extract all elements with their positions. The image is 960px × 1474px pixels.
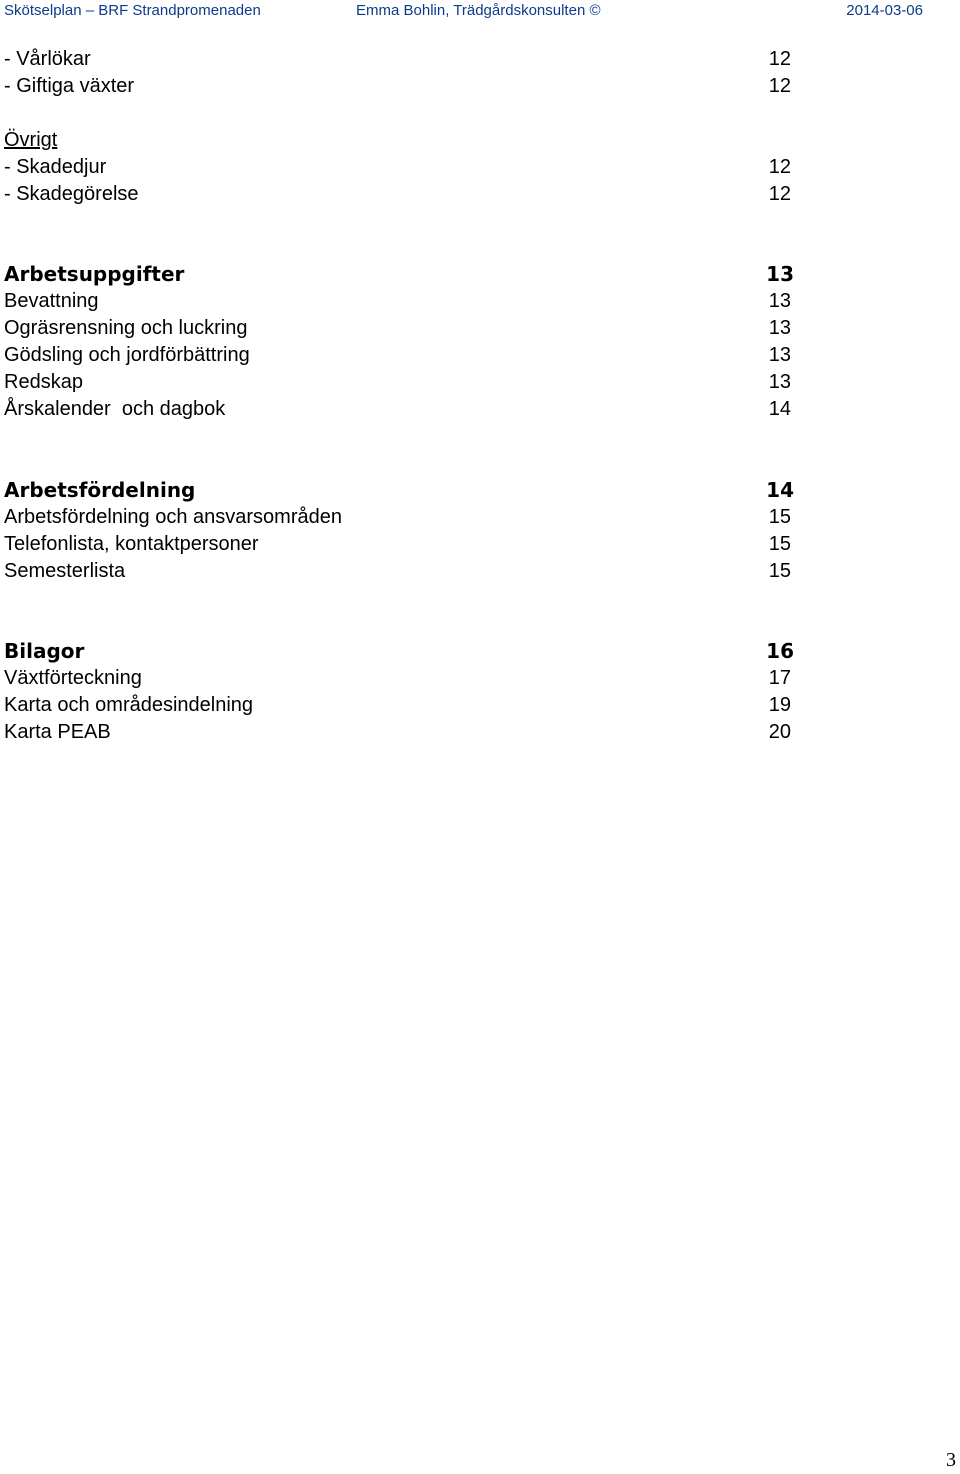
toc-entry-page: 15 — [768, 506, 791, 528]
toc-entry-skadedjur[interactable] — [4, 154, 794, 181]
toc-entry-page: 19 — [768, 694, 791, 716]
page-header — [0, 0, 960, 24]
toc-entry-vaxtforteckning[interactable] — [4, 665, 794, 692]
toc-entry-label: Redskap — [4, 371, 83, 393]
toc-entry-label: - Vårlökar — [4, 48, 91, 70]
toc-entry-label: Arbetsfördelning och ansvarsområden — [4, 506, 342, 528]
toc-entry-label: - Giftiga växter — [4, 75, 135, 97]
toc-entry-skadegorelse[interactable] — [4, 181, 794, 208]
toc-section-label: Arbetsuppgifter — [4, 262, 185, 286]
toc-entry-page: 12 — [768, 183, 791, 205]
toc-entry-page: 13 — [768, 317, 791, 339]
toc-entry-godsling[interactable] — [4, 342, 794, 369]
header-author: Emma Bohlin, Trädgårdskonsulten © — [356, 2, 601, 19]
toc-entry-page: 12 — [768, 156, 791, 178]
toc-section-arbetsfordelning[interactable] — [4, 477, 794, 504]
header-date: 2014-03-06 — [846, 2, 923, 19]
toc-entry-label: Årskalender och dagbok — [4, 398, 226, 420]
toc-section-page: 16 — [766, 639, 794, 663]
toc-entry-ograsrensning[interactable] — [4, 315, 794, 342]
toc-entry-karta[interactable] — [4, 692, 794, 719]
toc-entry-karta-peab[interactable] — [4, 719, 794, 746]
toc-entry-giftiga-vaxter[interactable] — [4, 73, 794, 100]
page-number: 3 — [946, 1449, 956, 1471]
toc-entry-varlokar[interactable] — [4, 46, 794, 73]
toc-section-label: Arbetsfördelning — [4, 478, 196, 502]
toc-entry-page: 15 — [768, 533, 791, 555]
toc-entry-label: - Skadegörelse — [4, 183, 139, 205]
toc-entry-page: 13 — [768, 371, 791, 393]
toc-section-page: 13 — [766, 262, 794, 286]
toc-entry-label: Karta och områdesindelning — [4, 694, 254, 716]
toc-entry-label: Bevattning — [4, 290, 99, 312]
toc-entry-page: 12 — [768, 75, 791, 97]
toc-entry-label: Telefonlista, kontaktpersoner — [4, 533, 259, 555]
toc-section-bilagor[interactable] — [4, 638, 794, 665]
toc-entry-page: 13 — [768, 344, 791, 366]
toc-section-arbetsuppgifter[interactable] — [4, 261, 794, 288]
toc-entry-page: 14 — [768, 398, 791, 420]
toc-entry-semesterlista[interactable] — [4, 558, 794, 585]
toc-section-label: Bilagor — [4, 639, 85, 663]
toc-entry-page: 17 — [768, 667, 791, 689]
toc-entry-label: Ogräsrensning och luckring — [4, 317, 248, 339]
header-document-title: Skötselplan – BRF Strandpromenaden — [4, 2, 261, 19]
toc-entry-label: Semesterlista — [4, 560, 126, 582]
toc-entry-page: 13 — [768, 290, 791, 312]
toc-entry-page: 12 — [768, 48, 791, 70]
toc-entry-label: Växtförteckning — [4, 667, 142, 689]
toc-entry-page: 15 — [768, 560, 791, 582]
toc-entry-label: Gödsling och jordförbättring — [4, 344, 250, 366]
toc-entry-telefonlista[interactable] — [4, 531, 794, 558]
toc-heading-ovrigt[interactable] — [4, 127, 794, 154]
toc-entry-arskalender[interactable] — [4, 396, 794, 423]
toc-entry-ansvarsomraden[interactable] — [4, 504, 794, 531]
toc-entry-page: 20 — [768, 721, 791, 743]
toc-entry-label: - Skadedjur — [4, 156, 107, 178]
toc-entry-bevattning[interactable] — [4, 288, 794, 315]
toc-section-page: 14 — [766, 478, 794, 502]
toc-entry-redskap[interactable] — [4, 369, 794, 396]
toc-entry-label: Karta PEAB — [4, 721, 111, 743]
toc-heading-label: Övrigt — [4, 129, 58, 151]
